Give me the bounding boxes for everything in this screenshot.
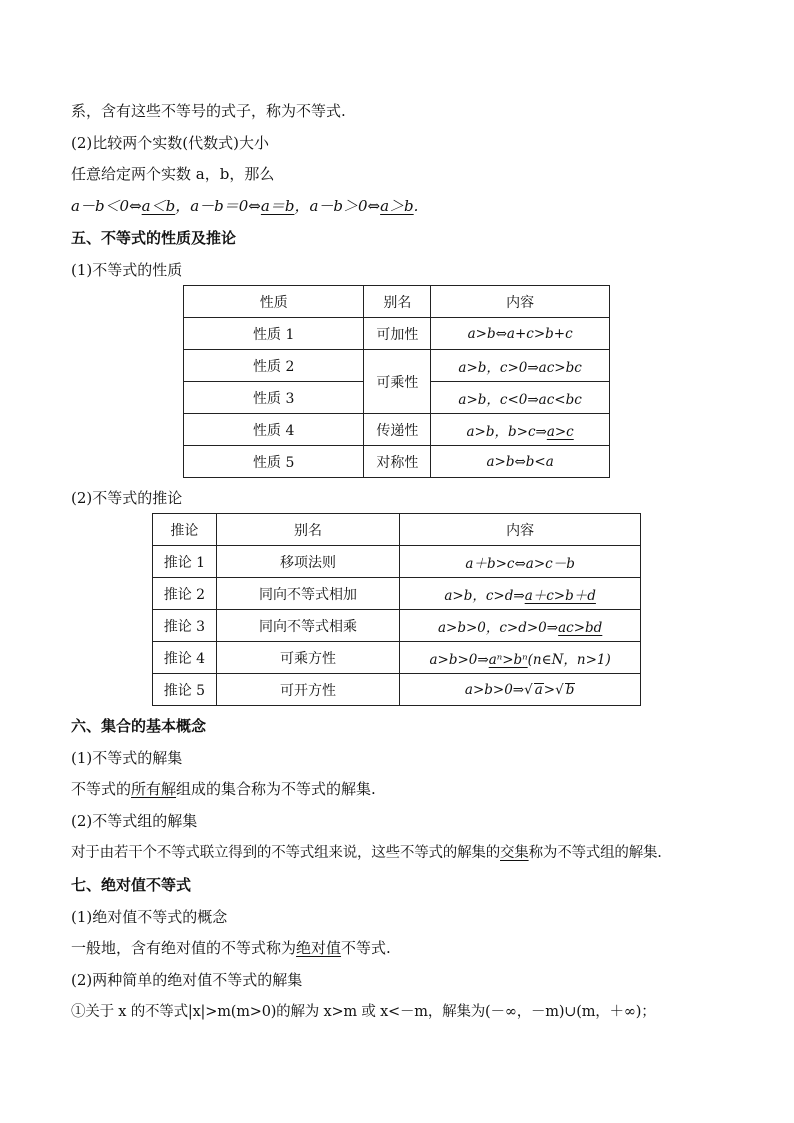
radical-sign: √ xyxy=(555,681,564,698)
table-row xyxy=(153,578,641,610)
intro-line: 系，含有这些不等号的式子，称为不等式. xyxy=(71,102,346,120)
corollary-alias: 可开方性 xyxy=(216,674,399,706)
property-name: 性质 5 xyxy=(184,446,364,478)
property-content: a>b⇔b<a xyxy=(431,446,610,478)
content-answer: ac>bd xyxy=(558,619,603,636)
column-header: 内容 xyxy=(400,514,641,546)
table-row xyxy=(184,350,610,382)
section-title: 七、绝对值不等式 xyxy=(71,876,192,894)
radicand: a xyxy=(534,681,543,698)
corollary-name: 推论 1 xyxy=(153,546,217,578)
paragraph-text: 不等式. xyxy=(341,939,391,957)
table-header-row xyxy=(153,514,641,546)
property-alias: 传递性 xyxy=(364,414,431,446)
content-text: (n∈N，n>1) xyxy=(527,651,611,668)
corollaries-table xyxy=(152,513,641,706)
relation-text: ，a－b＝0⇔ xyxy=(175,197,261,215)
corollary-content xyxy=(400,610,641,642)
table-header-row xyxy=(184,286,610,318)
properties-table xyxy=(183,285,610,478)
corollary-content: a＋b>c⇔a>c－b xyxy=(400,546,641,578)
paragraph-answer: 所有解 xyxy=(131,780,177,798)
corollary-name: 推论 4 xyxy=(153,642,217,674)
table-row xyxy=(153,610,641,642)
property-alias: 可乘性 xyxy=(364,350,431,414)
compare-title: (2)比较两个实数(代数式)大小 xyxy=(71,134,269,152)
content-answer: a＋c>b＋d xyxy=(524,587,596,604)
paragraph-answer: 绝对值 xyxy=(296,939,342,957)
relation-line xyxy=(71,196,418,216)
table-row xyxy=(153,546,641,578)
content-text: a>b，c>d⇒ xyxy=(444,587,525,604)
corollary-name: 推论 3 xyxy=(153,610,217,642)
relation-answer: a＞b xyxy=(380,197,414,215)
paragraph xyxy=(71,843,662,863)
section-title: 五、不等式的性质及推论 xyxy=(71,229,237,247)
column-header: 性质 xyxy=(184,286,364,318)
content-text: a>b，b>c⇒ xyxy=(466,423,547,440)
table-row xyxy=(153,642,641,674)
property-alias: 可加性 xyxy=(364,318,431,350)
property-alias: 对称性 xyxy=(364,446,431,478)
paragraph xyxy=(71,938,391,958)
corollary-alias: 移项法则 xyxy=(216,546,399,578)
paragraph-text: 不等式的 xyxy=(71,780,132,798)
column-header: 内容 xyxy=(431,286,610,318)
radical-sign: √ xyxy=(524,681,533,698)
table-row xyxy=(184,446,610,478)
paragraph: ①关于 x 的不等式|x|>m(m>0)的解为 x>m 或 x<－m，解集为(－∞，－m)∪(m，＋∞)； xyxy=(71,1004,656,1020)
corollary-alias: 可乘方性 xyxy=(216,642,399,674)
subsection-title: (1)不等式的解集 xyxy=(71,749,183,767)
corollary-alias: 同向不等式相乘 xyxy=(216,610,399,642)
paragraph-text: 称为不等式组的解集. xyxy=(528,845,662,861)
content-text: > xyxy=(543,681,556,698)
corollary-content xyxy=(400,674,641,706)
column-header: 推论 xyxy=(153,514,217,546)
property-name: 性质 3 xyxy=(184,382,364,414)
given-line: 任意给定两个实数 a，b，那么 xyxy=(71,165,275,183)
table-row xyxy=(184,318,610,350)
corollary-name: 推论 5 xyxy=(153,674,217,706)
paragraph-answer: 交集 xyxy=(500,845,529,861)
property-content xyxy=(431,414,610,446)
paragraph-text: 一般地，含有绝对值的不等式称为 xyxy=(71,939,297,957)
radicand: b xyxy=(565,681,575,698)
corollary-alias: 同向不等式相加 xyxy=(216,578,399,610)
corollary-name: 推论 2 xyxy=(153,578,217,610)
content-text: a>b>0⇒ xyxy=(429,651,489,668)
relation-text: ，a－b＞0⇔ xyxy=(294,197,381,215)
relation-text: . xyxy=(413,197,419,215)
paragraph-text: 对于由若干个不等式联立得到的不等式组来说，这些不等式的解集的 xyxy=(71,845,500,861)
relation-answer: a＝b xyxy=(260,197,295,215)
paragraph xyxy=(71,779,376,799)
content-answer: aⁿ>bⁿ xyxy=(488,651,528,668)
property-name: 性质 2 xyxy=(184,350,364,382)
subsection-title: (1)绝对值不等式的概念 xyxy=(71,908,228,926)
table-row xyxy=(184,414,610,446)
relation-answer: a＜b xyxy=(141,197,176,215)
property-content: a>b⇔a+c>b+c xyxy=(431,318,610,350)
paragraph-text: 组成的集合称为不等式的解集. xyxy=(176,780,376,798)
table-row xyxy=(153,674,641,706)
column-header: 别名 xyxy=(216,514,399,546)
relation-text: a－b＜0⇔ xyxy=(71,197,142,215)
property-content: a>b，c<0⇒ac<bc xyxy=(431,382,610,414)
content-text: a>b>0，c>d>0⇒ xyxy=(437,619,559,636)
content-answer: a>c xyxy=(546,423,574,440)
subsection-title: (1)不等式的性质 xyxy=(71,261,183,279)
property-name: 性质 1 xyxy=(184,318,364,350)
section-title: 六、集合的基本概念 xyxy=(71,717,207,735)
corollary-content xyxy=(400,578,641,610)
subsection-title: (2)不等式组的解集 xyxy=(71,812,198,830)
property-name: 性质 4 xyxy=(184,414,364,446)
property-content: a>b，c>0⇒ac>bc xyxy=(431,350,610,382)
content-text: a>b>0⇒ xyxy=(464,681,525,698)
column-header: 别名 xyxy=(364,286,431,318)
corollary-content xyxy=(400,642,641,674)
subsection-title: (2)两种简单的绝对值不等式的解集 xyxy=(71,971,303,989)
subsection-title: (2)不等式的推论 xyxy=(71,489,183,507)
